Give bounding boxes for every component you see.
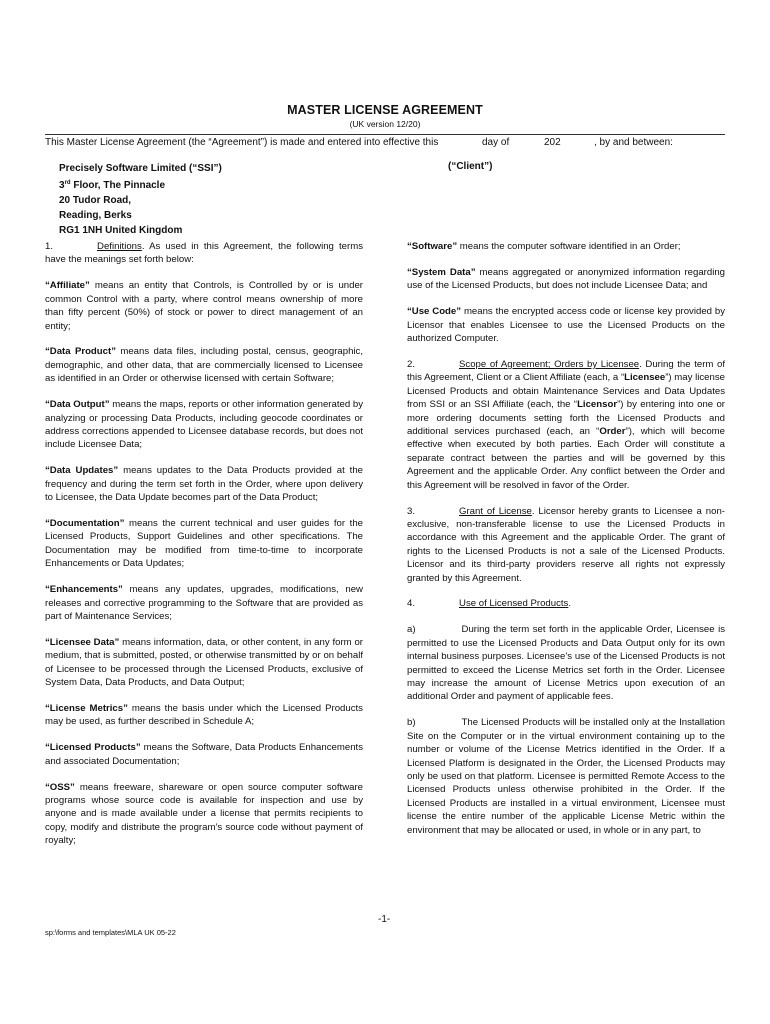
licensor-city: Reading, Berks	[59, 210, 132, 221]
clause-use-a: a) During the term set forth in the applicable Order, Licensee is permitted to use the Licensed Products and Data Output only for its own internal business purposes. Licensee’s use of the Licensed Products is not permitted to exceed the License Metrics set forth in the Order. Licensee may increase the amount of License Metrics upon execution of an additional Order and payment of applicable fees.	[407, 624, 725, 703]
intro-text: This Master License Agreement (the “Agreement”) is made and entered into effective this	[45, 137, 439, 148]
definition-oss: “OSS” means freeware, shareware or open source computer software programs whose source code is available for inspection and use by anyone and is made available under a license that permits recipients to copy, modify and distribute the program’s source code without payment of royalty;	[45, 781, 363, 847]
section-definitions: 1. Definitions. As used in this Agreement, the following terms have the meanings set forth below:	[45, 241, 363, 266]
licensor-name: Precisely Software Limited (“SSI”)	[59, 163, 222, 174]
left-column	[45, 240, 363, 860]
section-grant: 3. Grant of License. Licensor hereby grants to Licensee a non-exclusive, non-transferable license to use the Licensed Products in accordance with this Agreement and the applicable Order. The grant of rights to the Licensed Products is not a sale of the Licensed Products. Licensor and its third-party providers reserve all rights not expressly granted by this Agreement.	[407, 505, 725, 584]
document-version: (UK version 12/20)	[349, 119, 421, 129]
section-use: 4. Use of Licensed Products.	[407, 598, 572, 610]
client-label: (“Client”)	[448, 161, 493, 172]
licensor-street: 20 Tudor Road,	[59, 195, 132, 206]
definition-use-code: “Use Code” means the encrypted access code or license key provided by Licensor that enables Licensee to use the Licensed Products on the authorized Computer.	[407, 306, 726, 345]
page-number: -1-	[378, 914, 391, 925]
definition-data-product: “Data Product” means data files, including postal, census, geographic, demographic, and other data, that are commercially licensed to Licensee as identified in an Order or otherwise licensed with certain Software;	[45, 346, 363, 385]
definition-documentation: “Documentation” means the current technical and user guides for the Licensed Products, Support Guidelines and other specifications. The Documentation may be modified from time-to-time to incorporate Enhancements or Data Updates;	[45, 518, 363, 570]
definition-affiliate: “Affiliate” means an entity that Controls, is Controlled by or is under common Control with a party, where control means ownership of more than fifty percent (50%) of stock or power to direct management of an entity;	[45, 280, 363, 332]
licensor-address-block	[59, 161, 222, 238]
intro-between: , by and between:	[594, 137, 673, 148]
definition-licensee-data: “Licensee Data” means information, data, or other content, in any form or medium, that is submitted, posted, or otherwise transmitted by or on behalf of Licensee to be processed through the Licensed Products, exclusive of System Data, Data Products, and Data Output;	[45, 636, 363, 689]
definition-system-data: “System Data” means aggregated or anonymized information regarding use of the Licensed Products, but does not include Licensee Data; and	[407, 266, 726, 292]
definition-licensed-products: “Licensed Products” means the Software, Data Products Enhancements and associated Documentation;	[45, 742, 363, 767]
definition-data-output: “Data Output” means the maps, reports or other information generated by analyzing or processing Data Products, including geocode coordinates or address corrections appended to Licensee database records, but does not include Licensee Data;	[45, 399, 363, 451]
intro-day-label: day of	[482, 137, 510, 148]
definition-data-updates: “Data Updates” means updates to the Data Products provided at the frequency and during the term set forth in the Order, where upon delivery to Licensee, the Data Update becomes part of the Data Product;	[45, 465, 364, 504]
licensor-floor: 3rd Floor, The Pinnacle	[59, 180, 166, 191]
intro-year-label: 202	[544, 137, 561, 148]
definition-software: “Software” means the computer software identified in an Order;	[407, 241, 681, 252]
section-scope: 2. Scope of Agreement; Orders by Licensee. During the term of this Agreement, Client or a Client Affiliate (each, a “Licensee”) may license Licensed Products and obtain Maintenance Services and Data Updates from SSI or an SSI Affiliate (each, the “Licensor”) by entering into one or more ordering documents setting forth the Licensed Products and additional services purchased (each, an “Order”), which will become effective when executed by both parties. Each Order will constitute a separate contract between the parties and will be governed by this Agreement and the applicable Order. Any conflict between the Order and this Agreement will be resolved in favor of the Order.	[407, 358, 726, 491]
header-rule	[45, 134, 725, 135]
footer-path: sp:\forms and templates\MLA UK 05-22	[45, 928, 176, 937]
definition-enhancements: “Enhancements” means any updates, upgrades, modifications, new releases and corrective programming to the Software that are provided as part of Maintenance Services;	[45, 584, 363, 622]
licensor-postcode: RG1 1NH United Kingdom	[59, 225, 183, 236]
clause-use-b: b) The Licensed Products will be installed only at the Installation Site on the Computer or in the virtual environment containing up to the number or volume of the License Metrics identified in the Order. If a Licensed Platform is designated in the Order, the Licensed Products may only be used on that platform. Licensee is permitted Remote Access to the Licensed Products unless otherwise prohibited in the Order. If the Licensed Products are installed in a virtual environment, Licensee must license the entire number of the applicable License Metric within the environment that may be allocated or used, in whole or in any part, to	[407, 717, 725, 836]
document-title: MASTER LICENSE AGREEMENT	[287, 103, 483, 117]
definition-license-metrics: “License Metrics” means the basis under which the Licensed Products may be used, as further described in Schedule A;	[45, 702, 363, 728]
right-column	[407, 240, 725, 849]
